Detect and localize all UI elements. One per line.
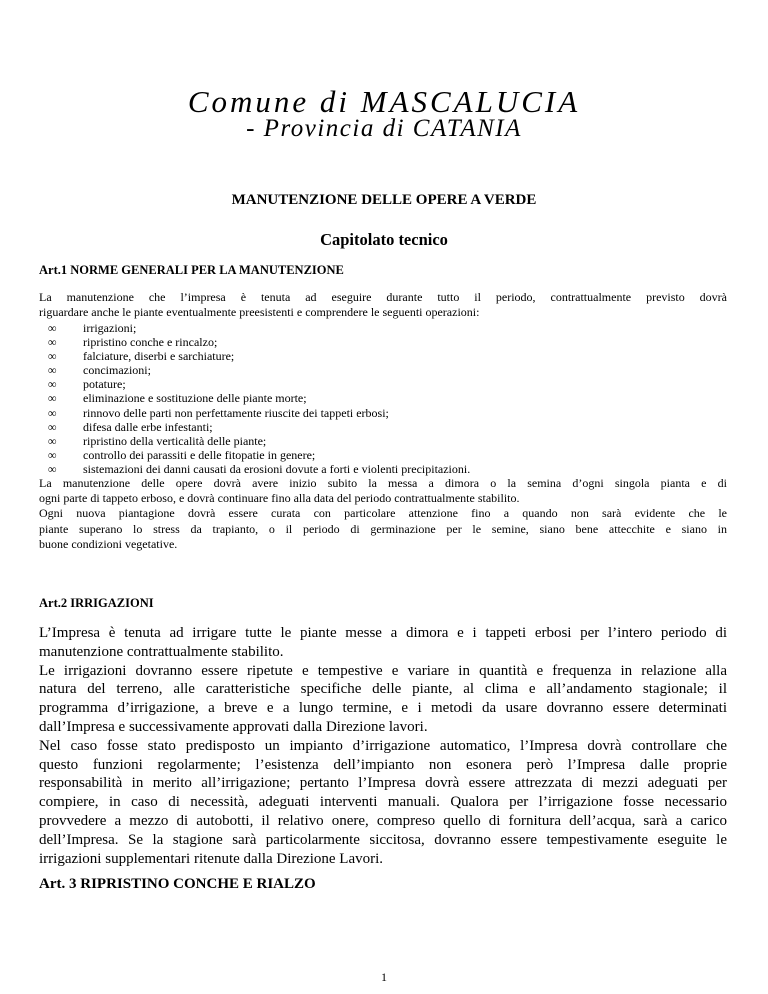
infinity-bullet-icon: ∞	[48, 321, 57, 335]
list-item	[39, 377, 470, 391]
paragraph-line: provvedere a mezzo di autobotti, il relativo onere, compreso quello di fornitura dell’acqua, sarà a carico	[39, 812, 727, 829]
document-title: MANUTENZIONE DELLE OPERE A VERDE	[231, 192, 537, 208]
list-item	[39, 448, 470, 462]
list-item-text: sistemazioni dei danni causati da erosioni dovute a forti e violenti precipitazioni.	[83, 461, 471, 476]
paragraph-line: natura del terreno, alle caratteristiche specifiche delle piante, al clima e all’andamento stagionale; il	[39, 681, 727, 698]
infinity-bullet-icon: ∞	[48, 335, 57, 350]
infinity-bullet-icon: ∞	[48, 433, 57, 448]
paragraph-line: Nel caso fosse stato predisposto un impianto d’irrigazione automatico, l’Impresa dovrà controllare che	[39, 737, 727, 754]
article-2-heading: Art.2 IRRIGAZIONI	[39, 596, 154, 610]
article-1-heading: Art.1 NORME GENERALI PER LA MANUTENZIONE	[39, 263, 344, 277]
paragraph-line: questo funzioni regolarmente; l’esistenza dell’impianto non esonera però l’Impresa dalle proprie	[39, 756, 727, 773]
province-subtitle: - Provincia di CATANIA	[246, 115, 522, 142]
list-item-text: ripristino della verticalità delle piante;	[83, 433, 267, 448]
paragraph-line: buone condizioni vegetative.	[39, 536, 178, 551]
list-item-text: difesa dalle erbe infestanti;	[83, 419, 213, 434]
paragraph-line: La manutenzione delle opere dovrà avere inizio subito la messa a dimora o la semina d’ogni singola pianta e di	[39, 476, 727, 490]
article-1-closing	[39, 476, 727, 552]
list-item	[39, 434, 470, 448]
page-number: 1	[381, 970, 387, 984]
paragraph-line: piante superano lo stress da trapianto, o il periodo di germinazione per le semine, siano bene attecchite e siano in	[39, 521, 727, 536]
infinity-bullet-icon: ∞	[48, 391, 57, 406]
list-item	[39, 391, 470, 405]
paragraph-line: La manutenzione che l’impresa è tenuta ad eseguire durante tutto il periodo, contrattualmente previsto dovrà	[39, 290, 727, 304]
paragraph-line: L’Impresa è tenuta ad irrigare tutte le piante messe a dimora e i tappeti erbosi per l’intero periodo di	[39, 625, 727, 641]
infinity-bullet-icon: ∞	[48, 447, 57, 462]
article-2-body	[39, 624, 727, 868]
municipality-title: Comune di MASCALUCIA	[187, 84, 581, 119]
infinity-bullet-icon: ∞	[48, 405, 57, 420]
infinity-bullet-icon: ∞	[48, 377, 57, 392]
list-item-text: falciature, diserbi e sarchiature;	[83, 349, 235, 364]
infinity-bullet-icon: ∞	[48, 461, 57, 476]
paragraph-line: manutenzione contrattualmente stabilito.	[39, 643, 284, 660]
paragraph-line: compiere, in caso di necessità, adeguati interventi manuali. Qualora per l’irrigazione fosse necessario	[39, 794, 727, 811]
list-item	[39, 335, 470, 349]
infinity-bullet-icon: ∞	[48, 419, 57, 434]
list-item-text: concimazioni;	[83, 363, 151, 378]
paragraph-line: Ogni nuova piantagione dovrà essere curata con particolare attenzione fino a quando non sarà evidente che le	[39, 506, 727, 521]
paragraph-line: riguardare anche le piante eventualmente preesistenti e comprendere le seguenti operazioni:	[39, 305, 480, 320]
list-item	[39, 349, 470, 363]
list-item	[39, 420, 470, 434]
article-3-heading: Art. 3 RIPRISTINO CONCHE E RIALZO	[39, 876, 316, 892]
list-item-text: ripristino conche e rincalzo;	[83, 335, 218, 350]
infinity-bullet-icon: ∞	[48, 363, 57, 378]
paragraph-line: programma d’irrigazione, a breve e a lungo termine, e i metodi da usare dovranno essere determinati	[39, 700, 727, 717]
paragraph-line: dell’Impresa. Se la stagione sarà particolarmente siccitosa, dovranno essere tempestivamente eseguite le	[39, 831, 727, 848]
list-item	[39, 321, 470, 335]
article-1-intro	[39, 290, 727, 320]
list-item	[39, 462, 470, 476]
list-item	[39, 363, 470, 377]
list-item-text: potature;	[83, 377, 126, 392]
list-item-text: irrigazioni;	[83, 321, 137, 335]
paragraph-line: ogni parte di tappeto erboso, e dovrà continuare fino alla data del periodo contrattualmente stabilito.	[39, 491, 520, 506]
list-item	[39, 406, 470, 420]
paragraph-line: responsabilità in merito all’irrigazione; pertanto l’Impresa dovrà essere attrezzata di mezzi adeguati per	[39, 775, 727, 792]
paragraph-line: irrigazioni supplementari ritenute dalla Direzione Lavori.	[39, 850, 384, 867]
list-item-text: controllo dei parassiti e delle fitopatie in genere;	[83, 447, 316, 462]
infinity-bullet-icon: ∞	[48, 349, 57, 364]
paragraph-line: dall’Impresa e successivamente approvati dalla Direzione lavori.	[39, 718, 428, 735]
list-item-text: rinnovo delle parti non perfettamente riuscite dei tappeti erbosi;	[83, 405, 389, 420]
document-subtitle: Capitolato tecnico	[320, 230, 448, 249]
paragraph-line: Le irrigazioni dovranno essere ripetute e tempestive e variare in quantità e frequenza in relazione alla	[39, 662, 727, 679]
list-item-text: eliminazione e sostituzione delle piante morte;	[83, 391, 307, 406]
